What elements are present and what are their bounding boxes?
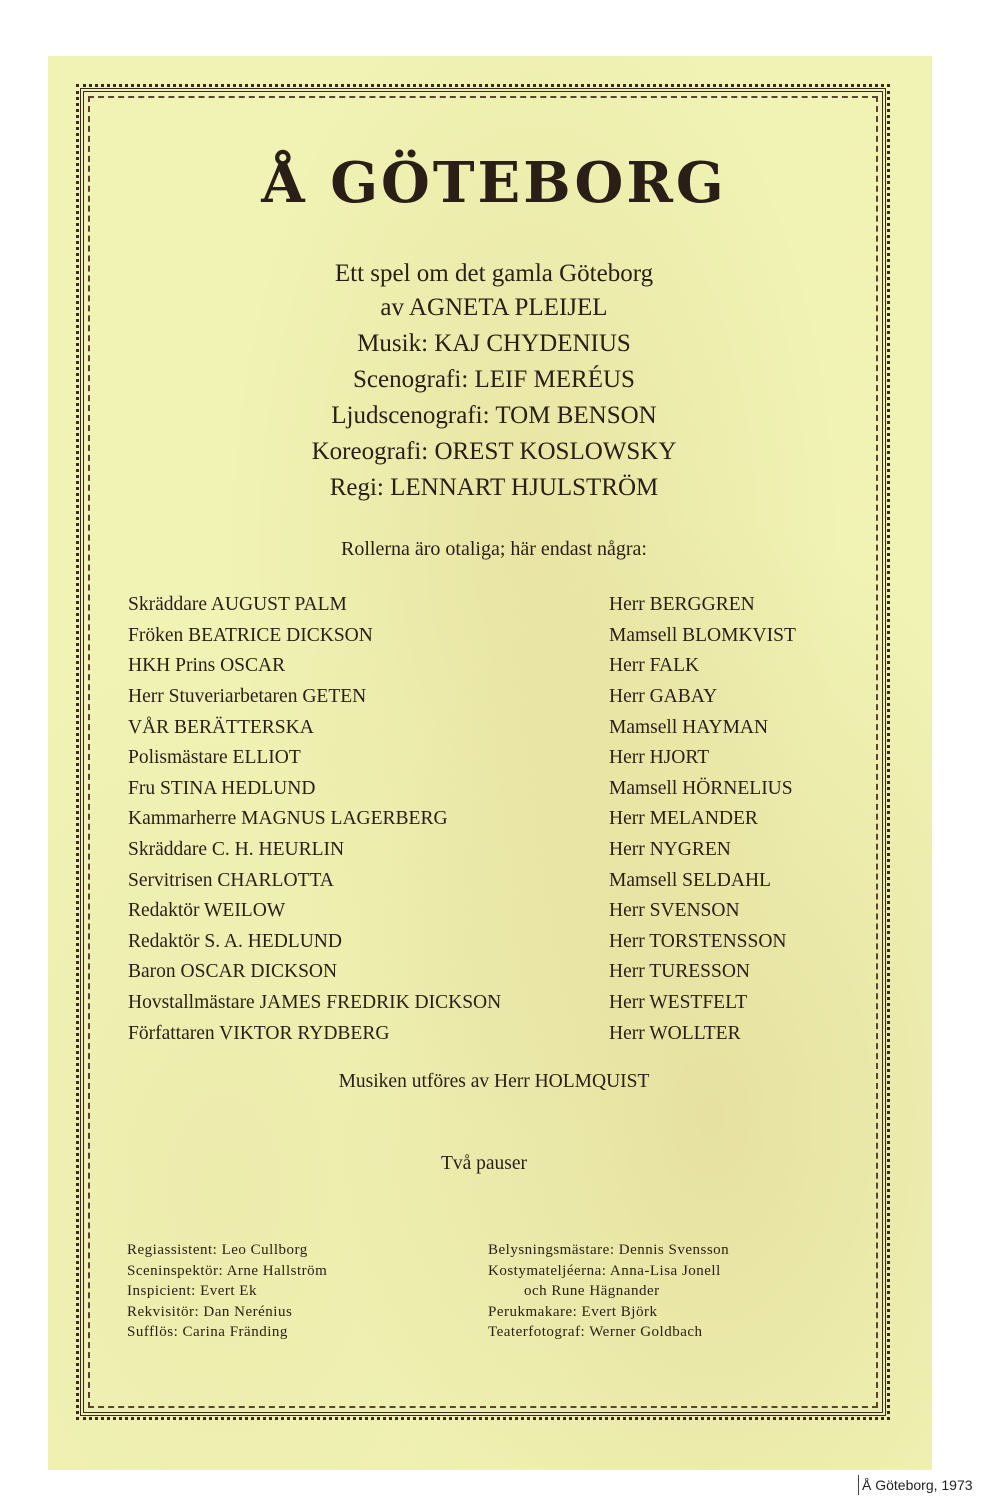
actor-name: Herr BERGGREN xyxy=(609,594,755,616)
role-name: Fru STINA HEDLUND xyxy=(128,777,316,799)
role-name: Författaren VIKTOR RYDBERG xyxy=(128,1022,390,1044)
role-name: Redaktör WEILOW xyxy=(128,900,286,922)
credit-line: Koreografi: OREST KOSLOWSKY xyxy=(311,438,677,465)
staff-line: Inspicient: Evert Ek xyxy=(127,1283,257,1299)
cast-row xyxy=(128,957,848,988)
cast-row xyxy=(128,804,848,835)
role-name: Polismästare ELLIOT xyxy=(128,747,301,769)
credit-line: Scenografi: LEIF MERÉUS xyxy=(353,366,635,393)
role-name: Hovstallmästare JAMES FREDRIK DICKSON xyxy=(128,992,502,1014)
staff-line: Regiassistent: Leo Cullborg xyxy=(127,1242,308,1258)
staff-line: och Rune Hägnander xyxy=(524,1283,660,1299)
cast-row xyxy=(128,743,848,774)
roles-intro: Rollerna äro otaliga; här endast några: xyxy=(341,538,647,560)
actor-name: Mamsell HÖRNELIUS xyxy=(609,777,793,799)
cast-row xyxy=(128,835,848,866)
page-title: Å GÖTEBORG xyxy=(261,150,727,216)
role-name: Fröken BEATRICE DICKSON xyxy=(128,624,373,646)
staff-credits-right xyxy=(488,1240,729,1343)
staff-credits-left xyxy=(127,1240,327,1343)
role-name: Servitrisen CHARLOTTA xyxy=(128,869,334,891)
cast-row xyxy=(128,865,848,896)
cast-row xyxy=(128,651,848,682)
actor-name: Mamsell BLOMKVIST xyxy=(609,624,796,646)
cast-row xyxy=(128,927,848,958)
role-name: Skräddare AUGUST PALM xyxy=(128,594,347,616)
credit-line: Musik: KAJ CHYDENIUS xyxy=(357,330,631,357)
actor-name: Herr GABAY xyxy=(609,686,718,708)
cast-row xyxy=(128,590,848,621)
actor-name: Herr MELANDER xyxy=(609,808,758,830)
cast-row xyxy=(128,712,848,743)
role-name: Kammarherre MAGNUS LAGERBERG xyxy=(128,808,448,830)
cast-row xyxy=(128,988,848,1019)
cast-row xyxy=(128,682,848,713)
role-name: Baron OSCAR DICKSON xyxy=(128,961,338,983)
credit-line: Ett spel om det gamla Göteborg xyxy=(334,260,654,287)
image-caption: Å Göteborg, 1973 xyxy=(858,1475,976,1495)
staff-line: Rekvisitör: Dan Nerénius xyxy=(127,1303,293,1320)
music-note: Musiken utföres av Herr HOLMQUIST xyxy=(338,1071,650,1092)
staff-line: Belysningsmästare: Dennis Svensson xyxy=(488,1242,730,1258)
staff-line: Sufflös: Carina Fränding xyxy=(127,1324,288,1340)
credit-line: av AGNETA PLEIJEL xyxy=(380,294,608,321)
actor-name: Herr TURESSON xyxy=(609,961,751,983)
actor-name: Herr TORSTENSSON xyxy=(609,930,787,952)
actor-name: Herr HJORT xyxy=(609,747,710,769)
actor-name: Herr SVENSON xyxy=(609,900,740,922)
pauses-note: Två pauser xyxy=(440,1153,528,1174)
role-name: Herr Stuveriarbetaren GETEN xyxy=(128,686,367,708)
staff-line: Teaterfotograf: Werner Goldbach xyxy=(488,1324,703,1340)
actor-name: Herr WOLLTER xyxy=(609,1022,741,1044)
cast-row xyxy=(128,774,848,805)
role-name: VÅR BERÄTTERSKA xyxy=(128,716,314,738)
role-name: HKH Prins OSCAR xyxy=(128,655,286,677)
staff-line: Sceninspektör: Arne Hallström xyxy=(127,1262,328,1279)
role-name: Redaktör S. A. HEDLUND xyxy=(128,930,342,952)
actor-name: Herr NYGREN xyxy=(609,839,731,861)
credit-line: Regi: LENNART HJULSTRÖM xyxy=(329,474,659,501)
cast-row xyxy=(128,896,848,927)
actor-name: Mamsell HAYMAN xyxy=(609,716,769,738)
actor-name: Mamsell SELDAHL xyxy=(609,869,771,891)
staff-line: Perukmakare: Evert Björk xyxy=(488,1303,658,1320)
cast-row xyxy=(128,1018,848,1049)
role-name: Skräddare C. H. HEURLIN xyxy=(128,839,345,861)
cast-row xyxy=(128,621,848,652)
staff-line: Kostymateljéerna: Anna-Lisa Jonell xyxy=(488,1262,721,1279)
credit-line: Ljudscenografi: TOM BENSON xyxy=(331,402,657,429)
credits-block xyxy=(0,258,988,506)
actor-name: Herr WESTFELT xyxy=(609,992,748,1014)
cast-list xyxy=(128,590,848,1049)
actor-name: Herr FALK xyxy=(609,655,700,677)
